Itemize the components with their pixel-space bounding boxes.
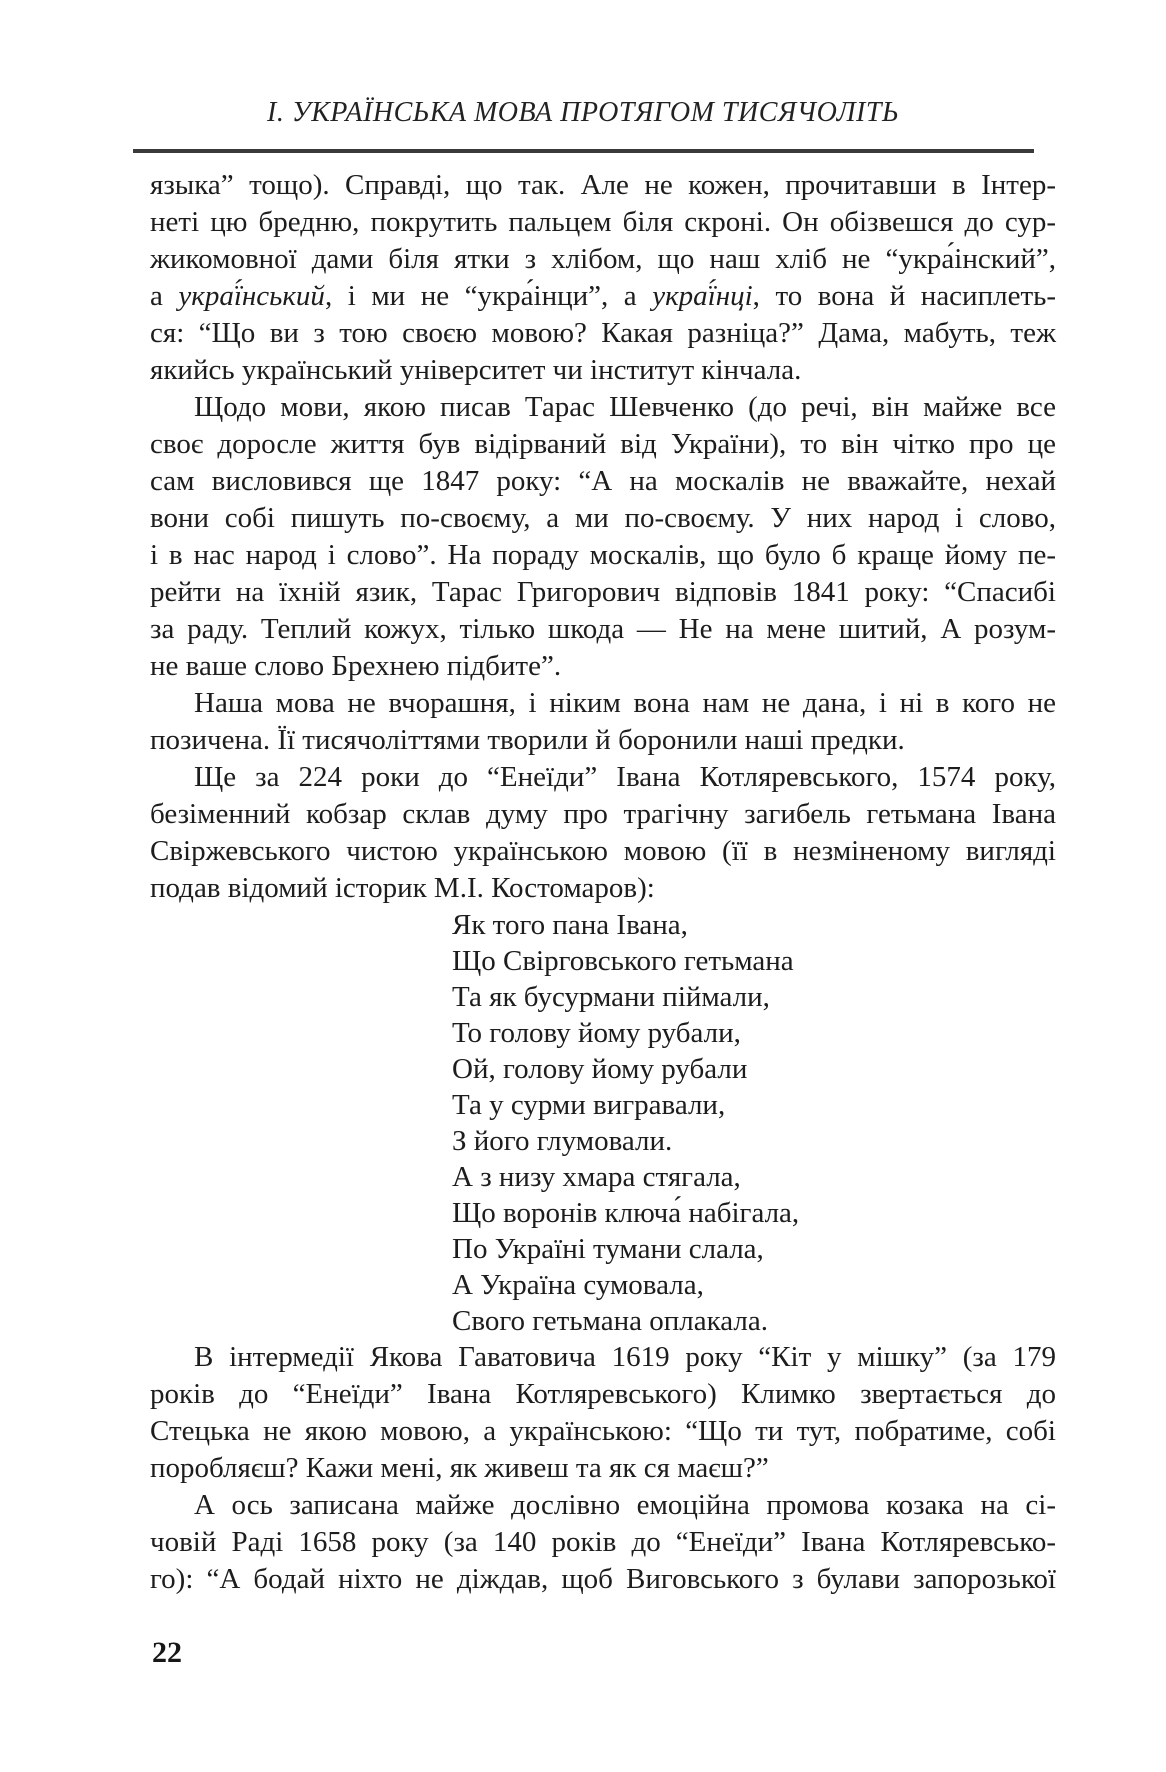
text-line [150, 1487, 1056, 1524]
text-line [150, 1524, 1056, 1561]
text-segment: Ще за 224 роки до “Енеїди” Івана Котляревського, 1574 року, [194, 761, 1056, 793]
text-segment: жикомовної дами біля ятки з хлібом, що наш хліб не “укра́інский”, [150, 243, 1056, 275]
text-segment: човій Раді 1658 року (за 140 років до “Енеїди” Івана Котляревсько- [150, 1526, 1056, 1558]
text-line [150, 685, 1056, 722]
text-line [150, 648, 1056, 685]
text-line [150, 574, 1056, 611]
paragraph [150, 167, 1056, 389]
text-line [150, 463, 1056, 500]
text-line [150, 426, 1056, 463]
text-line [150, 870, 1056, 907]
text-line [150, 1376, 1056, 1413]
text-line [150, 389, 1056, 426]
text-segment: за раду. Теплий кожух, тілько шкода — Не на мене шитий, А розум- [150, 613, 1056, 645]
text-line [150, 537, 1056, 574]
poem-line: То голову йому рубали, [452, 1017, 741, 1049]
text-line [150, 241, 1056, 278]
text-segment: вони собі пишуть по-своєму, а ми по-своєму. У них народ і слово, [150, 502, 1056, 534]
text-segment: Свіржевського чистою українською мовою (її в незміненому вигляді [150, 835, 1056, 867]
text-segment: ся: “Що ви з тою своєю мовою? Какая разніца?” Дама, мабуть, теж [150, 317, 1056, 349]
text-segment: якийсь український університет чи інститут кінчала. [150, 354, 802, 386]
poem-line: Свого гетьмана оплакала. [452, 1305, 768, 1337]
body-text [150, 167, 1056, 1598]
text-line [150, 167, 1056, 204]
text-line [150, 1339, 1056, 1376]
text-segment: языка” тощо). Справді, що так. Але не кожен, прочитавши в Інтер- [150, 169, 1056, 201]
text-segment: своє доросле життя був відірваний від України), то він чітко про це [150, 428, 1056, 460]
text-segment: В інтермедії Якова Гаватовича 1619 року “Кіт у мішку” (за 179 [194, 1341, 1056, 1373]
poem-line: З його глумовали. [452, 1125, 673, 1157]
text-line [150, 611, 1056, 648]
page-number: 22 [152, 1636, 182, 1669]
text-segment: , то вона й насиплеть- [752, 280, 1056, 312]
text-segment: сам висловився ще 1847 року: “А на москалів не вважайте, нехай [150, 465, 1056, 497]
text-segment: подав відомий історик М.І. Костомаров): [150, 872, 655, 904]
text-segment: го): “А бодай ніхто не діждав, щоб Виговського з булави запорозької [150, 1563, 1056, 1595]
poem-line: По Україні тумани слала, [452, 1233, 764, 1265]
text-line [150, 315, 1056, 352]
paragraph [150, 1487, 1056, 1598]
text-segment: Наша мова не вчорашня, і ніким вона нам не дана, і ні в кого не [194, 687, 1056, 719]
text-line [150, 1450, 1056, 1487]
text-line [150, 500, 1056, 537]
text-line [150, 1413, 1056, 1450]
poem-line: Та у сурми вигравали, [452, 1089, 726, 1121]
text-segment: і в нас народ і слово”. На пораду москалів, що було б краще йому пе- [150, 539, 1056, 571]
italic-text: украї́нці [652, 280, 753, 312]
text-segment: не ваше слово Брехнею підбите”. [150, 650, 562, 682]
poem-line: Що воронів ключа́ набігала, [452, 1197, 800, 1229]
running-head [0, 0, 1166, 153]
text-segment: Стецька не якою мовою, а українською: “Що ти тут, побратиме, собі [150, 1415, 1056, 1447]
text-line [150, 722, 1056, 759]
poem-line: А з низу хмара стягала, [452, 1161, 741, 1193]
poem-line: Що Свірговського гетьмана [452, 945, 794, 977]
text-line [150, 204, 1056, 241]
text-segment: неті цю бредню, покрутить пальцем біля скроні. Он обізвешся до сур- [150, 206, 1056, 238]
text-segment: позичена. Її тисячоліттями творили й боронили наші предки. [150, 724, 905, 756]
paragraph [150, 759, 1056, 907]
text-line [150, 1561, 1056, 1598]
poem-line: Як того пана Івана, [452, 909, 688, 941]
text-segment: безіменний кобзар склав думу про трагічну загибель гетьмана Івана [150, 798, 1056, 830]
text-segment: поробляєш? Кажи мені, як живеш та як ся маєш?” [150, 1452, 769, 1484]
paragraph [150, 389, 1056, 685]
text-line [150, 352, 1056, 389]
text-segment: , і ми не “укра́інци”, а [324, 280, 653, 312]
text-line [150, 833, 1056, 870]
text-segment: Щодо мови, якою писав Тарас Шевченко (до речі, він майже все [194, 391, 1056, 423]
text-segment: а [150, 280, 179, 312]
text-segment: рейти на їхній язик, Тарас Григорович відповів 1841 року: “Спасибі [150, 576, 1056, 608]
text-line [150, 796, 1056, 833]
text-segment: А ось записана майже дослівно емоційна промова козака на сі- [194, 1489, 1056, 1521]
italic-text: украї́нський [178, 280, 325, 312]
text-line [150, 278, 1056, 315]
poem [452, 907, 1056, 1339]
chapter-title: І. УКРАЇНСЬКА МОВА ПРОТЯГОМ ТИСЯЧОЛІТЬ [267, 97, 899, 128]
paragraph [150, 685, 1056, 759]
poem-line: А Україна сумовала, [452, 1269, 704, 1301]
header-rule [133, 149, 1034, 153]
poem-line: Ой, голову йому рубали [452, 1053, 748, 1085]
text-line [150, 759, 1056, 796]
poem-line: Та як бусурмани піймали, [452, 981, 770, 1013]
text-segment: років до “Енеїди” Івана Котляревського) Климко звертається до [150, 1378, 1056, 1410]
paragraph [150, 1339, 1056, 1487]
